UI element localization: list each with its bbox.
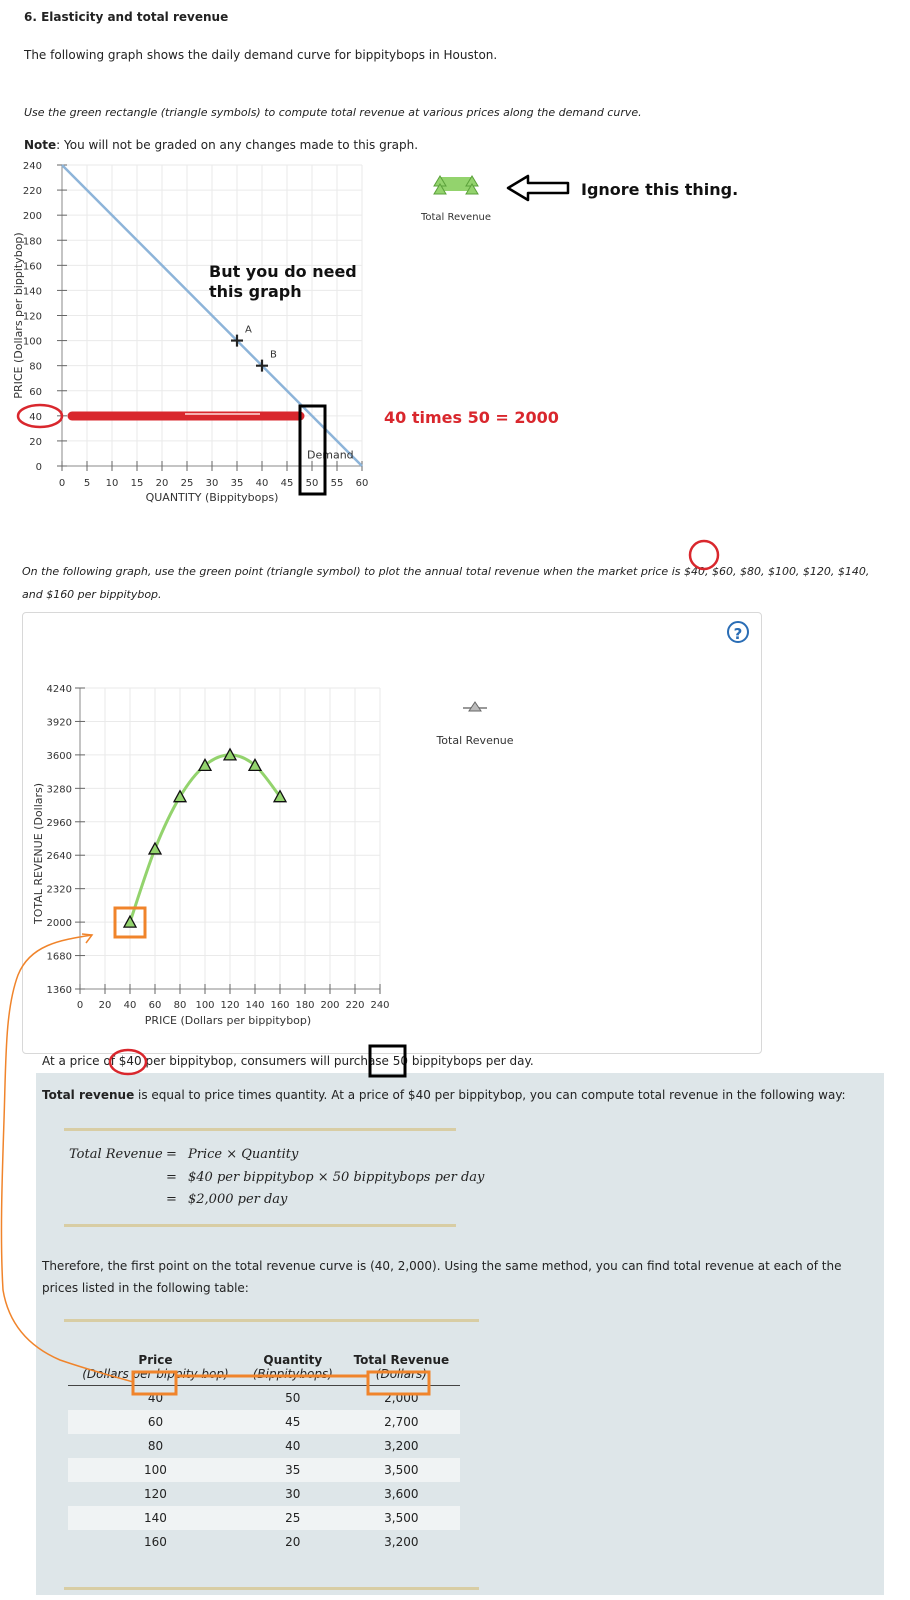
instruction-text: Use the green rectangle (triangle symbols) to compute total revenue at various prices along the demand curve. (24, 106, 642, 119)
revenue-cell: 3,200 (343, 1434, 460, 1458)
y-tick-label: 240 (22, 161, 42, 172)
y-tick-label: 3920 (46, 717, 72, 729)
demand-ticks (23, 161, 368, 489)
table-bottom-rule (64, 1587, 479, 1590)
revenue-cell: 3,500 (343, 1506, 460, 1530)
revenue-chart[interactable] (0, 660, 910, 1040)
note-label: Note (24, 138, 57, 152)
left-arrow-annotation-icon (508, 176, 568, 200)
equation-line3: $2,000 per day (188, 1192, 288, 1207)
table-row (68, 1434, 460, 1458)
x-tick-label: 5 (83, 478, 91, 489)
y-tick-label: 3600 (46, 750, 72, 762)
equation-top-rule (64, 1128, 456, 1131)
y-tick-label: 60 (29, 386, 42, 398)
demand-x-axis-label: QUANTITY (Bippitybops) (145, 491, 279, 504)
x-tick-label: 100 (195, 1000, 215, 1011)
x-tick-label: 20 (98, 1000, 112, 1011)
help-icon[interactable]: ? (727, 621, 749, 643)
point-label-b: B (270, 349, 277, 361)
unit-quantity: (Bippitybops) (243, 1367, 343, 1386)
price-cell: 120 (68, 1482, 243, 1506)
y-tick-label: 2640 (46, 851, 72, 863)
y-tick-label: 0 (35, 462, 42, 473)
revenue-grid (80, 688, 380, 989)
unit-total-revenue: (Dollars) (343, 1367, 460, 1386)
x-tick-label: 60 (148, 1000, 162, 1011)
x-tick-label: 10 (105, 478, 119, 489)
calc-annotation: 40 times 50 = 2000 (384, 408, 559, 427)
need-graph-annotation-line1: But you do need (209, 262, 357, 281)
x-tick-label: 240 (370, 1000, 390, 1011)
y-tick-label: 80 (29, 361, 42, 373)
demand-curve-label: Demand (307, 448, 354, 462)
total-revenue-legend-tool[interactable] (434, 176, 478, 194)
y-tick-label: 40 (29, 411, 42, 423)
y-tick-label: 20 (29, 436, 42, 448)
quantity-cell: 50 (243, 1386, 343, 1411)
x-tick-label: 160 (270, 1000, 290, 1011)
y-tick-label: 180 (22, 236, 42, 248)
note-body: : You will not be graded on any changes made to this graph. (56, 138, 419, 152)
x-tick-label: 55 (330, 478, 344, 489)
feedback-line2-rest: is equal to price times quantity. At a price of $40 per bippitybop, you can compute total revenue in the following way: (134, 1088, 846, 1102)
equation-line1: Price × Quantity (188, 1147, 299, 1162)
y-tick-label: 1680 (46, 951, 72, 963)
unit-price: (Dollars per bippity bop) (68, 1367, 243, 1386)
y-tick-label: 2000 (46, 918, 72, 930)
table-row (68, 1506, 460, 1530)
table-row (68, 1386, 460, 1411)
x-tick-label: 60 (355, 478, 369, 489)
x-tick-label: 0 (76, 1000, 84, 1011)
revenue-point-triangle[interactable] (124, 916, 136, 927)
y-tick-label: 2320 (46, 884, 72, 896)
y-tick-label: 1360 (46, 985, 72, 996)
table-row (68, 1458, 460, 1482)
triangle-icon (469, 702, 481, 711)
table-row (68, 1482, 460, 1506)
header-quantity: Quantity (263, 1353, 323, 1367)
point-label-a: A (245, 324, 252, 336)
section-title: 6. Elasticity and total revenue (24, 10, 229, 24)
equation-equals-2: = (166, 1170, 177, 1185)
demand-points[interactable] (231, 325, 277, 372)
revenue-x-axis-label: PRICE (Dollars per bippitybop) (144, 1014, 312, 1027)
header-total-revenue: Total Revenue (353, 1353, 450, 1367)
y-tick-label: 120 (22, 311, 42, 323)
price-cell: 40 (68, 1386, 243, 1411)
header-price: Price (138, 1353, 173, 1367)
x-tick-label: 140 (245, 1000, 265, 1011)
total-revenue-term: Total revenue (42, 1088, 135, 1102)
quantity-cell: 40 (243, 1434, 343, 1458)
feedback-panel (36, 1054, 884, 1595)
x-tick-label: 220 (345, 1000, 365, 1011)
intro-text: The following graph shows the daily demand curve for bippitybops in Houston. (24, 48, 498, 62)
revenue-legend-label: Total Revenue (436, 734, 514, 747)
y-tick-label: 220 (22, 186, 42, 198)
equation-line2: $40 per bippitybop × 50 bippitybops per day (188, 1170, 485, 1185)
y-tick-label: 100 (22, 336, 42, 348)
revenue-legend-tool[interactable] (463, 702, 487, 711)
revenue-point-triangle[interactable] (149, 843, 161, 854)
therefore-text: Therefore, the first point on the total revenue curve is (40, 2,000). Using the same method, you can find total revenue at each of the prices listed in the following table: (42, 1259, 842, 1295)
price-cell: 80 (68, 1434, 243, 1458)
y-tick-label: 2960 (46, 817, 72, 829)
x-tick-label: 0 (58, 478, 66, 489)
x-tick-label: 20 (155, 478, 169, 489)
quantity-cell: 45 (243, 1410, 343, 1434)
y-tick-label: 200 (22, 211, 42, 223)
x-tick-label: 35 (230, 478, 244, 489)
instruction2-text: On the following graph, use the green point (triangle symbol) to plot the annual total revenue when the market price is $40, $60, $80, $100, $120, $140, and $160 per bippitybop. (22, 565, 870, 601)
y-tick-label: 4240 (46, 684, 72, 695)
x-tick-label: 40 (255, 478, 269, 489)
y-tick-label: 140 (22, 286, 42, 298)
revenue-table (68, 1351, 460, 1554)
x-tick-label: 30 (205, 478, 219, 489)
table-top-rule (64, 1319, 479, 1322)
table-row (68, 1410, 460, 1434)
ignore-annotation: Ignore this thing. (581, 180, 739, 199)
x-tick-label: 40 (123, 1000, 137, 1011)
quantity-cell: 25 (243, 1506, 343, 1530)
quantity-cell: 20 (243, 1530, 343, 1554)
revenue-cell: 3,200 (343, 1530, 460, 1554)
table-row (68, 1530, 460, 1554)
equation-equals-3: = (166, 1192, 177, 1207)
x-tick-label: 120 (220, 1000, 240, 1011)
demand-chart[interactable] (0, 150, 910, 510)
price-cell: 60 (68, 1410, 243, 1434)
demand-y-axis-label: PRICE (Dollars per bippitybop) (12, 232, 25, 399)
revenue-ticks (47, 684, 390, 1011)
price-cell: 100 (68, 1458, 243, 1482)
equation-equals-1: = (166, 1147, 177, 1162)
x-tick-label: 180 (295, 1000, 315, 1011)
revenue-cell: 2,000 (343, 1386, 460, 1411)
revenue-cell: 3,600 (343, 1482, 460, 1506)
quantity-cell: 30 (243, 1482, 343, 1506)
revenue-y-axis-label: TOTAL REVENUE (Dollars) (32, 782, 45, 925)
equation-lhs: Total Revenue (69, 1147, 163, 1162)
x-tick-label: 25 (180, 478, 194, 489)
price-cell: 140 (68, 1506, 243, 1530)
feedback-line2 (42, 1088, 846, 1102)
feedback-line1: At a price of $40 per bippitybop, consumers will purchase 50 bippitybops per day. (42, 1054, 534, 1068)
x-tick-label: 80 (173, 1000, 187, 1011)
demand-legend-label: Total Revenue (420, 212, 492, 223)
x-tick-label: 45 (280, 478, 294, 489)
need-graph-annotation-line2: this graph (209, 282, 302, 301)
x-tick-label: 50 (305, 478, 319, 489)
price-cell: 160 (68, 1530, 243, 1554)
revenue-cell: 3,500 (343, 1458, 460, 1482)
y-tick-label: 3280 (46, 784, 72, 796)
x-tick-label: 15 (130, 478, 144, 489)
revenue-cell: 2,700 (343, 1410, 460, 1434)
quantity-cell: 35 (243, 1458, 343, 1482)
equation-bottom-rule (64, 1224, 456, 1227)
y-tick-label: 160 (22, 261, 42, 273)
x-tick-label: 200 (320, 1000, 340, 1011)
